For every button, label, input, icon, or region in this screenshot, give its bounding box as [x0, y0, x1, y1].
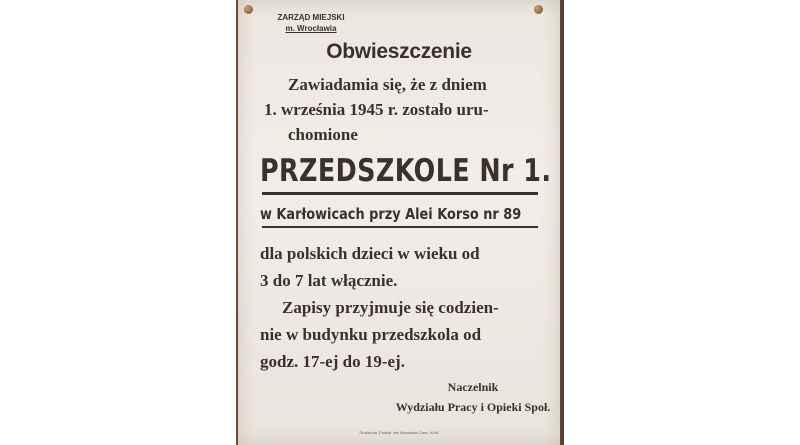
signature-block — [388, 377, 558, 417]
lead-line: Zawiadamia się, że z dniem — [288, 75, 487, 94]
kindergarten-location: w Karłowicach przy Alei Korso nr 89 — [260, 205, 522, 223]
poster-heading: Obwieszczenie — [326, 40, 472, 63]
announcement-body — [260, 240, 556, 375]
issuer — [266, 12, 356, 34]
announcement-lead — [264, 72, 554, 147]
printer-note: Drukarnia „Polska” we Wrocławiu Zam. 4146 — [359, 430, 439, 435]
pin-icon — [534, 5, 543, 14]
divider — [262, 192, 538, 195]
body-line: godz. 17-ej do 19-ej. — [260, 352, 405, 371]
body-line: dla polskich dzieci w wieku od — [260, 244, 480, 263]
kindergarten-name: PRZEDSZKOLE Nr 1. — [260, 153, 552, 189]
signer-title: Naczelnik — [447, 380, 499, 394]
pin-icon — [244, 5, 253, 14]
lead-line: 1. września 1945 r. zostało uru- — [264, 100, 489, 119]
signer-department: Wydziału Pracy i Opieki Społ. — [395, 400, 551, 414]
body-line: Zapisy przyjmuje się codzien- — [282, 298, 499, 317]
poster — [238, 0, 560, 445]
divider — [262, 226, 538, 228]
lead-line: chomione — [288, 125, 358, 144]
issuer-name: ZARZĄD MIEJSKI — [277, 13, 345, 22]
issuer-city: m. Wrocławia — [285, 24, 337, 33]
body-line: 3 do 7 lat włącznie. — [260, 271, 398, 290]
body-line: nie w budynku przedszkola od — [260, 325, 482, 344]
